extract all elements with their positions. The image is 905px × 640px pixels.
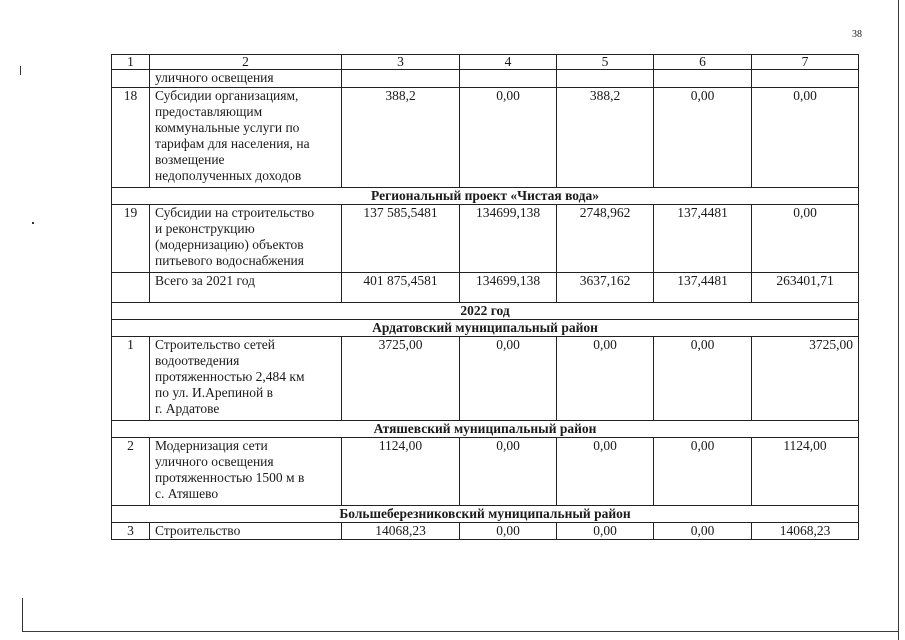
row-value-col5: 388,2 — [557, 88, 654, 188]
section-header-row — [112, 188, 859, 205]
section-title: Ардатовский муниципальный район — [112, 320, 859, 337]
header-cell: 3 — [342, 55, 460, 70]
header-cell: 4 — [460, 55, 557, 70]
table-row — [112, 273, 859, 303]
row-name: Субсидии организациям, предоставляющим коммунальные услуги по тарифам для населения, на возмещение недополученных доходов — [150, 88, 342, 188]
row-number — [112, 70, 150, 88]
row-number: 3 — [112, 523, 150, 540]
table-row — [112, 70, 859, 88]
table-row — [112, 205, 859, 273]
row-number: 2 — [112, 438, 150, 506]
row-value-col6: 0,00 — [654, 337, 752, 421]
table-row — [112, 88, 859, 188]
table-row — [112, 523, 859, 540]
row-value-col6: 137,4481 — [654, 205, 752, 273]
section-header-row — [112, 506, 859, 523]
scan-mark — [32, 222, 34, 224]
row-value-col3: 3725,00 — [342, 337, 460, 421]
row-value-col3: 14068,23 — [342, 523, 460, 540]
header-cell: 7 — [752, 55, 859, 70]
budget-table — [111, 54, 859, 540]
row-value-col3 — [342, 70, 460, 88]
page-edge-right — [898, 0, 899, 640]
row-value-col4 — [460, 70, 557, 88]
section-header-row — [112, 303, 859, 320]
row-value-col5: 0,00 — [557, 438, 654, 506]
section-title: Региональный проект «Чистая вода» — [112, 188, 859, 205]
row-number: 1 — [112, 337, 150, 421]
row-value-col4: 0,00 — [460, 523, 557, 540]
row-value-col3: 137 585,5481 — [342, 205, 460, 273]
page-number: 38 — [852, 29, 862, 40]
header-cell: 6 — [654, 55, 752, 70]
row-value-col5 — [557, 70, 654, 88]
row-name: Модернизация сети уличного освещения протяженностью 1500 м в с. Атяшево — [150, 438, 342, 506]
row-value-col4: 0,00 — [460, 88, 557, 188]
row-number — [112, 273, 150, 303]
row-value-col5: 0,00 — [557, 337, 654, 421]
row-value-col4: 0,00 — [460, 438, 557, 506]
section-header-row — [112, 421, 859, 438]
row-value-col3: 1124,00 — [342, 438, 460, 506]
scan-mark — [20, 66, 21, 75]
row-value-col4: 134699,138 — [460, 273, 557, 303]
header-cell: 5 — [557, 55, 654, 70]
header-cell: 1 — [112, 55, 150, 70]
section-title: 2022 год — [112, 303, 859, 320]
row-name: Субсидии на строительство и реконструкцию (модернизацию) объектов питьевого водоснабжения — [150, 205, 342, 273]
section-title: Большеберезниковский муниципальный район — [112, 506, 859, 523]
row-value-col4: 0,00 — [460, 337, 557, 421]
row-value-col6: 137,4481 — [654, 273, 752, 303]
row-number: 19 — [112, 205, 150, 273]
row-name: уличного освещения — [150, 70, 342, 88]
page-edge-bottom — [22, 631, 898, 632]
section-header-row — [112, 320, 859, 337]
row-number: 18 — [112, 88, 150, 188]
row-value-col7 — [752, 70, 859, 88]
scan-mark — [22, 598, 23, 632]
row-value-col4: 134699,138 — [460, 205, 557, 273]
table-row — [112, 337, 859, 421]
row-value-col7: 263401,71 — [752, 273, 859, 303]
table-header-row — [112, 55, 859, 70]
row-value-col5: 0,00 — [557, 523, 654, 540]
row-value-col7: 14068,23 — [752, 523, 859, 540]
row-name: Всего за 2021 год — [150, 273, 342, 303]
row-value-col3: 388,2 — [342, 88, 460, 188]
row-value-col5: 2748,962 — [557, 205, 654, 273]
table-row — [112, 438, 859, 506]
row-value-col7: 1124,00 — [752, 438, 859, 506]
row-value-col3: 401 875,4581 — [342, 273, 460, 303]
row-name: Строительство сетей водоотведения протяженностью 2,484 км по ул. И.Арепиной в г. Ардатове — [150, 337, 342, 421]
header-cell: 2 — [150, 55, 342, 70]
row-name: Строительство — [150, 523, 342, 540]
row-value-col6: 0,00 — [654, 523, 752, 540]
row-value-col6: 0,00 — [654, 88, 752, 188]
row-value-col5: 3637,162 — [557, 273, 654, 303]
row-value-col7: 0,00 — [752, 205, 859, 273]
section-title: Атяшевский муниципальный район — [112, 421, 859, 438]
row-value-col7: 0,00 — [752, 88, 859, 188]
row-value-col7: 3725,00 — [752, 337, 859, 421]
row-value-col6: 0,00 — [654, 438, 752, 506]
row-value-col6 — [654, 70, 752, 88]
